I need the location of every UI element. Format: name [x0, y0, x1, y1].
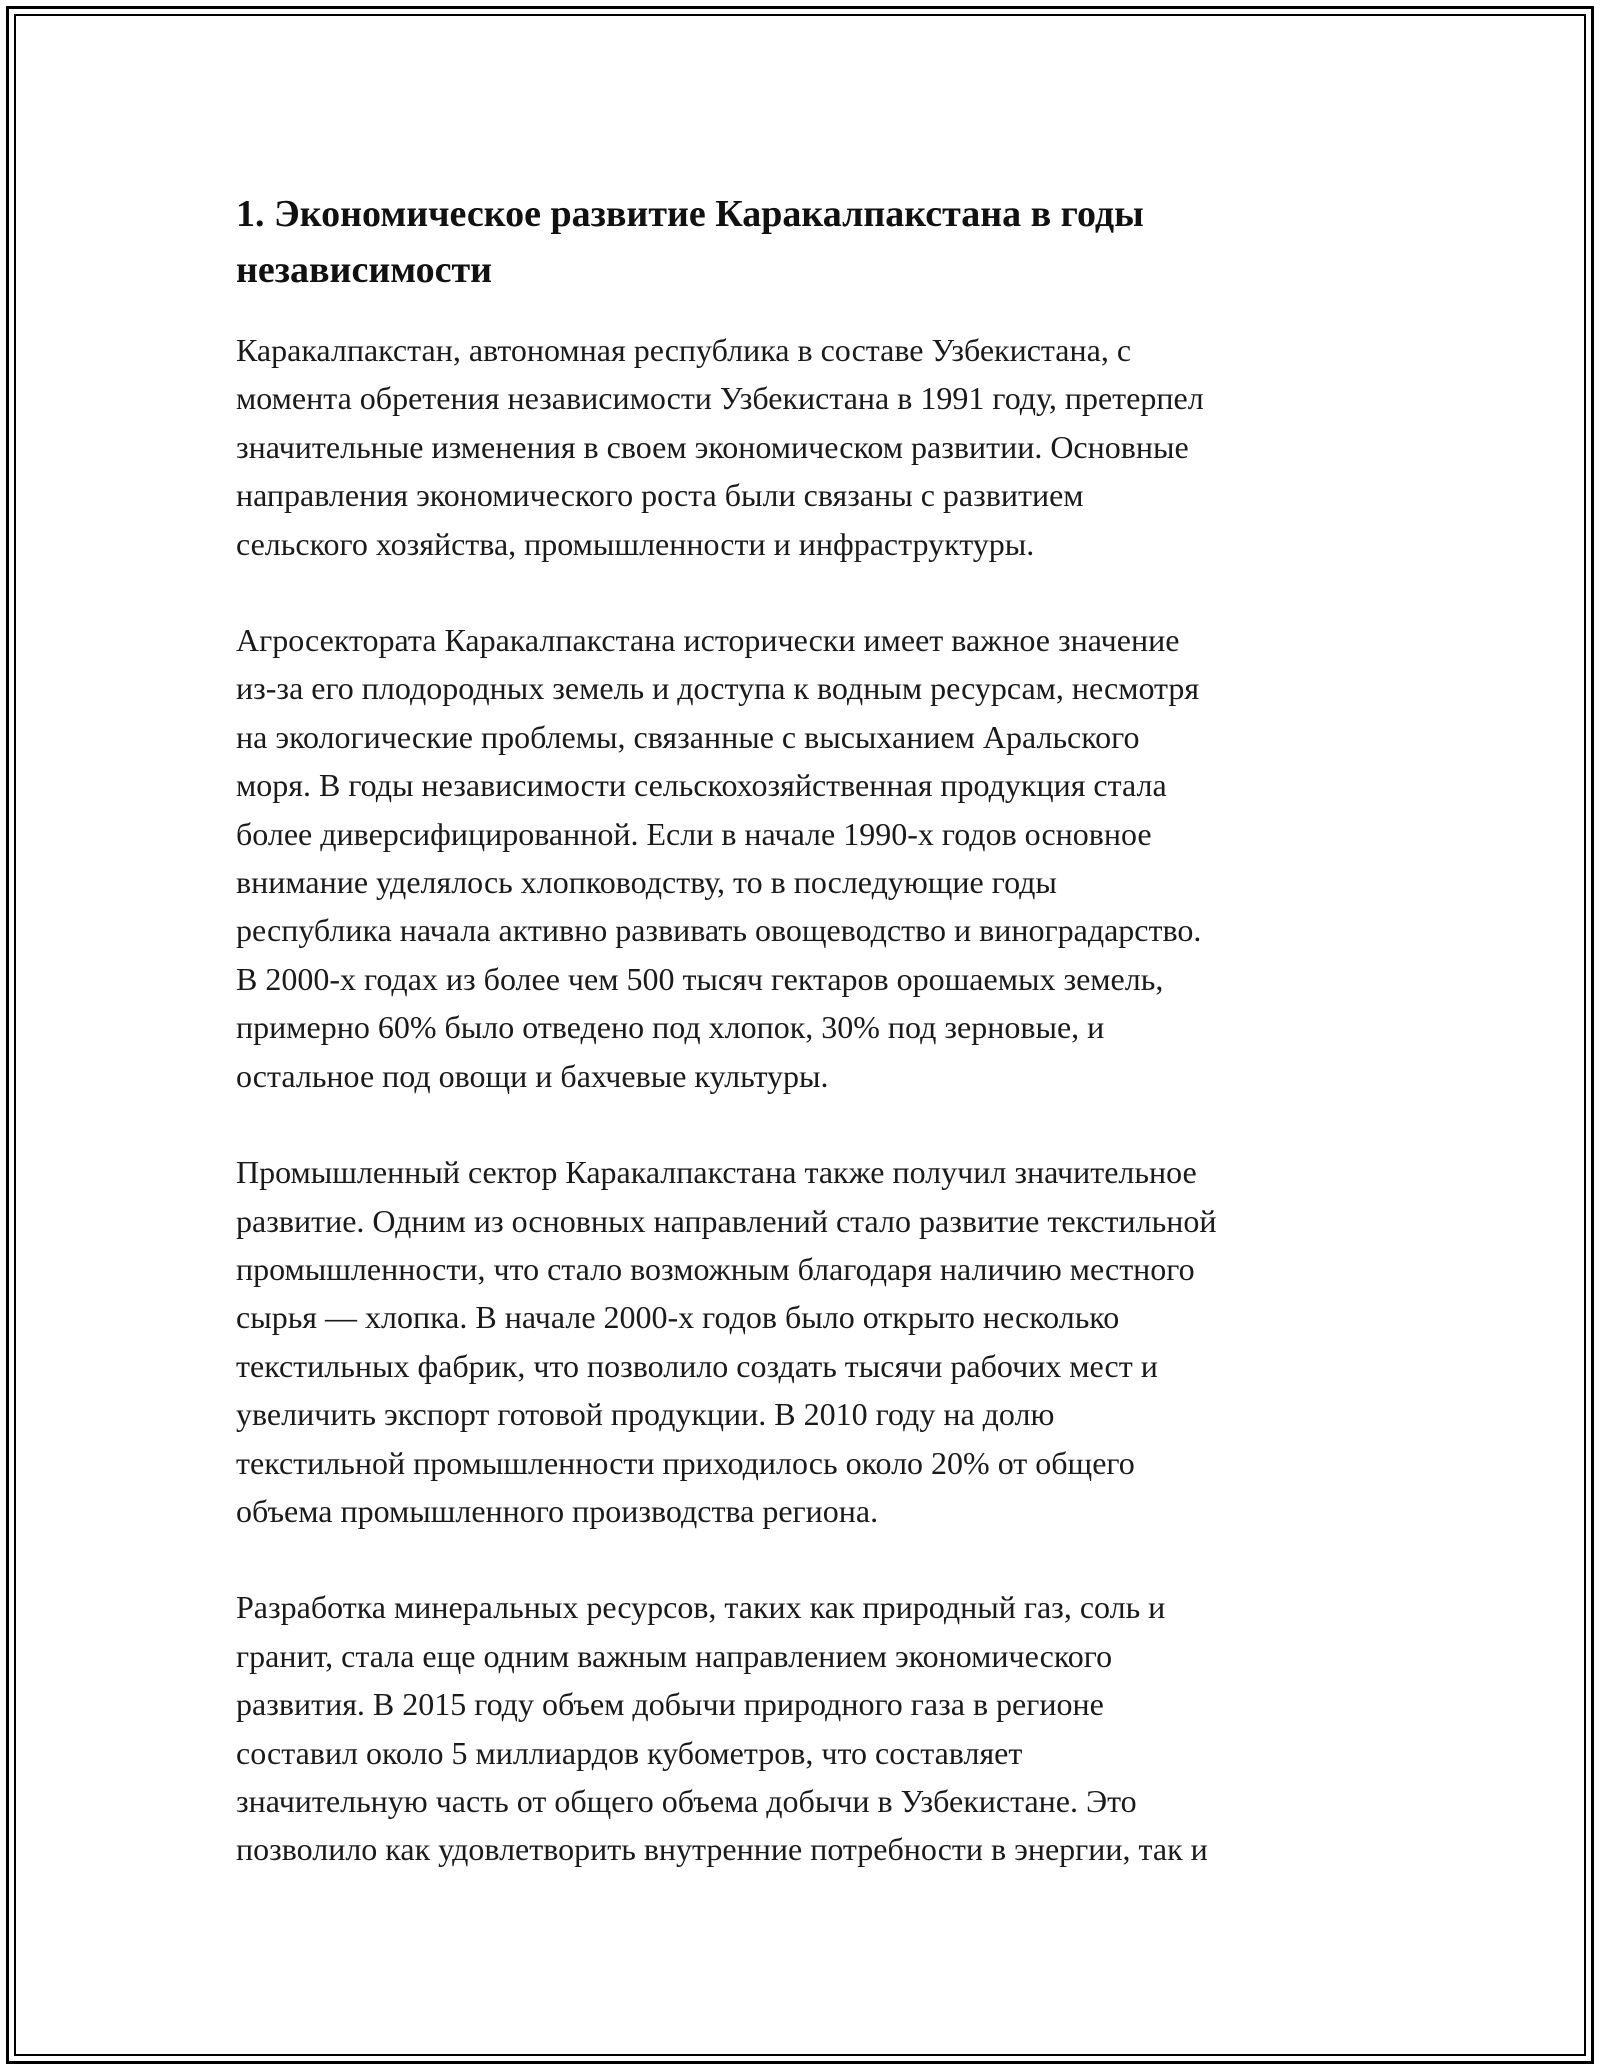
- paragraph-intro: Каракалпакстан, автономная республика в составе Узбекистана, с момента обретения независимости Узбекистана в 1991 году, претерпел значительные изменения в своем экономическом развитии. Основные направления экономического роста были связаны с развитием сельского хозяйства, промышленности и инфраструктуры.: [236, 332, 1204, 562]
- paragraph-agriculture: Агросектората Каракалпакстана исторически имеет важное значение из-за его плодородных земель и доступа к водным ресурсам, несмотря на экологические проблемы, связанные с высыханием Аральского моря. В годы независимости сельскохозяйственная продукция стала более диверсифицированной. Если в начале 1990-х годов основное внимание уделялось хлопководству, то в последующие годы республика начала активно развивать овощеводство и виноградарство. В 2000-х годах из более чем 500 тысяч гектаров орошаемых земель, примерно 60% было отведено под хлопок, 30% под зерновые, и остальное под овощи и бахчевые культуры.: [236, 622, 1202, 1094]
- paragraph-minerals: Разработка минеральных ресурсов, таких как природный газ, соль и гранит, стала еще одним важным направлением экономического развития. В 2015 году объем добычи природного газа в регионе составил около 5 миллиардов кубометров, что составляет значительную часть от общего объема добычи в Узбекистане. Это позволило как удовлетворить внутренние потребности в энергии, так и: [236, 1589, 1208, 1868]
- document-body: [236, 186, 1366, 1922]
- section-heading: 1. Экономическое развитие Каракалпакстана в годы независимости: [236, 193, 1144, 291]
- paragraph-industry: Промышленный сектор Каракалпакстана также получил значительное развитие. Одним из основных направлений стало развитие текстильной промышленности, что стало возможным благодаря наличию местного сырья — хлопка. В начале 2000-х годов было открыто несколько текстильных фабрик, что позволило создать тысячи рабочих мест и увеличить экспорт готовой продукции. В 2010 году на долю текстильной промышленности приходилось около 20% от общего объема промышленного производства региона.: [236, 1154, 1217, 1529]
